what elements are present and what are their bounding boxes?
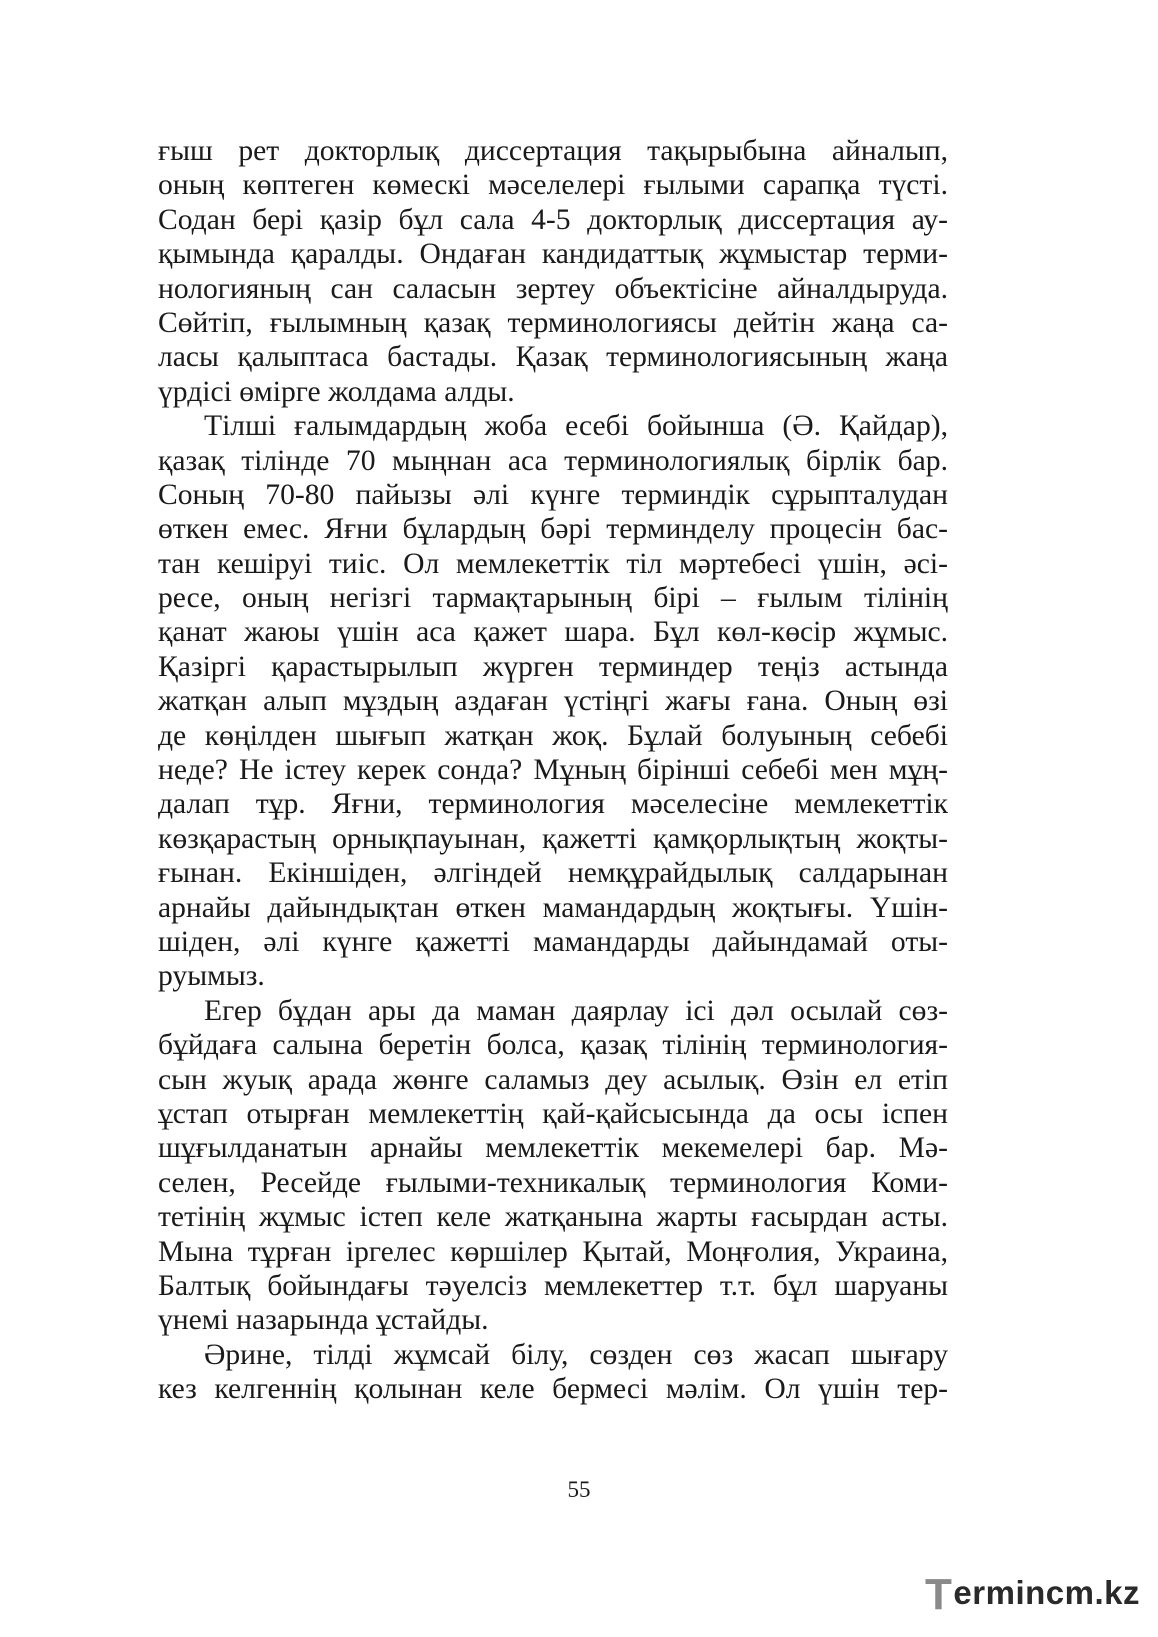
paragraph (158, 1338, 948, 1407)
text-line: ұстап отырған мемлекеттің қай-қайсысында да осы іспен (158, 1097, 948, 1130)
text-line: Балтық бойындағы тәуелсіз мемлекеттер т.т. бұл шаруаны (158, 1269, 948, 1302)
watermark-text: ermincm.kz (953, 1574, 1140, 1611)
text-line: үрдісі өмірге жолдама алды. (158, 375, 515, 408)
text-line: Мына тұрған іргелес көршілер Қытай, Моңғолия, Украина, (158, 1235, 948, 1268)
text-line: Қазіргі қарастырылып жүрген терминдер теңіз астында (158, 650, 948, 683)
text-line: руымыз. (158, 960, 265, 993)
site-watermark-logo (925, 1565, 1140, 1619)
text-line: қазақ тілінде 70 мыңнан аса терминологиялық бірлік бар. (158, 444, 948, 477)
text-line: Тілші ғалымдардың жоба есебі бойынша (Ә. Қайдар), (204, 410, 948, 443)
text-line: тетінің жұмыс істеп келе жатқанына жарты ғасырдан асты. (158, 1201, 948, 1234)
text-line: өткен емес. Яғни бұлардың бәрі терминделу процесін бас- (158, 513, 948, 546)
page-number: 55 (567, 1477, 591, 1502)
text-line: Соның 70-80 пайызы әлі күнге терминдік сұрыпталудан (158, 478, 948, 511)
text-line: сын жуық арада жөнге саламыз деу асылық. Өзін ел етіп (158, 1063, 948, 1096)
text-line: қанат жаюы үшін аса қажет шара. Бұл көл-көсір жұмыс. (158, 616, 948, 649)
watermark-letter: T (925, 1570, 953, 1619)
page-body (158, 134, 948, 1406)
text-line: оның көптеген көмескі мәселелері ғылыми сарапқа түсті. (158, 169, 948, 202)
text-line: шіден, әлі күнге қажетті мамандарды дайындамай оты- (158, 925, 948, 958)
text-line: селен, Ресейде ғылыми-техникалық терминология Коми- (158, 1166, 948, 1199)
text-line: тан кешіруі тиіс. Ол мемлекеттік тіл мәртебесі үшін, әсі- (158, 547, 948, 580)
text-line: көзқарастың орнықпауынан, қажетті қамқорлықтың жоқты- (158, 822, 948, 855)
paragraph (158, 409, 948, 994)
text-line: ғыш рет докторлық диссертация тақырыбына айналып, (158, 135, 948, 167)
text-line: шұғылданатын арнайы мемлекеттік мекемелері бар. Мә- (158, 1132, 948, 1165)
text-line: ғынан. Екіншіден, әлгіндей немқұрайдылық салдарынан (158, 857, 948, 890)
paragraph (158, 134, 948, 409)
text-line: үнемі назарында ұстайды. (158, 1304, 489, 1337)
text-line: ресе, оның негізгі тармақтарының бірі – ғылым тілінің (158, 582, 948, 615)
text-line: арнайы дайындықтан өткен мамандардың жоқтығы. Үшін- (158, 891, 948, 924)
text-line: далап тұр. Яғни, терминология мәселесіне мемлекеттік (158, 788, 948, 821)
text-line: неде? Не істеу керек сонда? Мұның бірінші себебі мен мұң- (158, 754, 948, 787)
paragraph (158, 994, 948, 1338)
text-line: Әрине, тілді жұмсай білу, сөзден сөз жасап шығару (204, 1338, 948, 1371)
text-line: де көңілден шығып жатқан жоқ. Бұлай болуының себебі (158, 719, 948, 752)
text-line: ласы қалыптаса бастады. Қазақ терминологиясының жаңа (158, 341, 948, 374)
text-line: кез келгеннің қолынан келе бермесі мәлім. Ол үшін тер- (158, 1373, 948, 1406)
text-line: нологияның сан саласын зертеу объектісіне айналдыруда. (158, 272, 948, 305)
text-line: Содан бері қазір бұл сала 4-5 докторлық диссертация ау- (158, 203, 948, 236)
text-line: қымында қаралды. Ондаған кандидаттық жұмыстар терми- (158, 238, 948, 271)
text-line: Егер бұдан ары да маман даярлау ісі дәл осылай сөз- (204, 994, 948, 1027)
text-line: Сөйтіп, ғылымның қазақ терминологиясы дейтін жаңа са- (158, 306, 948, 339)
text-line: бұйдаға салына беретін болса, қазақ тілінің терминология- (158, 1029, 948, 1062)
text-line: жатқан алып мұздың аздаған үстіңгі жағы ғана. Оның өзі (158, 685, 948, 718)
